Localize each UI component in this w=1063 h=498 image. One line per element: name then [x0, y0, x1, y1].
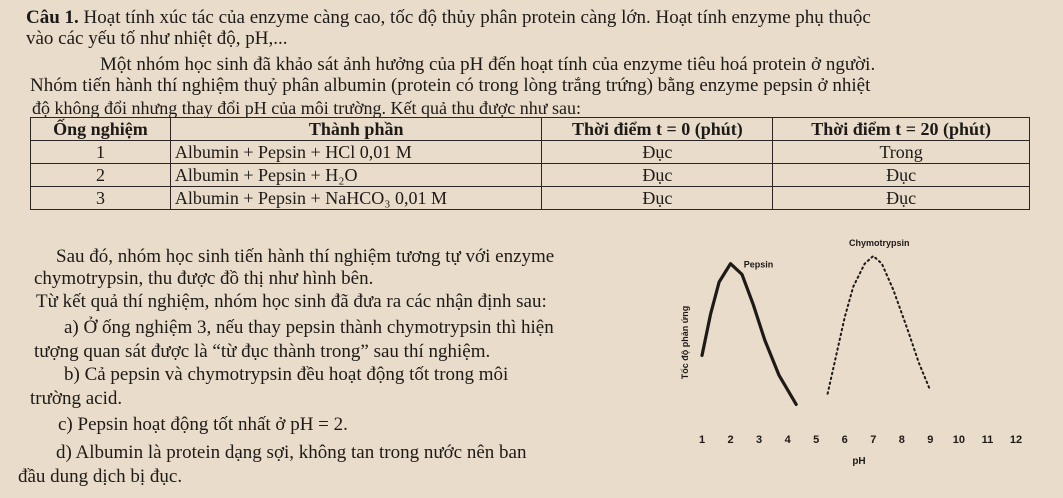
table-cell: Đục [542, 141, 773, 164]
statement-a-line-2: tượng quan sát được là “từ đục thành trong” sau thí nghiệm. [34, 341, 491, 362]
experiment-table [30, 117, 1030, 210]
para2-line-1: Một nhóm học sinh đã khảo sát ảnh hưởng của pH đến hoạt tính của enzyme tiêu hoá protein ở người. [100, 54, 876, 75]
x-tick-label: 12 [1009, 434, 1023, 446]
statement-b-line-2: trường acid. [30, 388, 123, 409]
intro-text-1: Hoạt tính xúc tác của enzyme càng cao, tốc độ thủy phân protein càng lớn. Hoạt tính enzyme phụ thuộc [83, 7, 871, 28]
para2-line-2: Nhóm tiến hành thí nghiệm thuỷ phân albumin (protein có trong lòng trắng trứng) bằng enzyme pepsin ở nhiệt [30, 75, 871, 96]
table-cell: Đục [773, 164, 1030, 187]
table-header: Thời điểm t = 20 (phút) [773, 118, 1030, 141]
table-row [31, 164, 1030, 187]
table-header: Thời điểm t = 0 (phút) [542, 118, 773, 141]
y-axis-label: Tốc độ phản ứng [680, 305, 690, 380]
series-group [702, 256, 930, 404]
x-tick-label: 8 [898, 434, 905, 446]
intro-line-2: vào các yếu tố như nhiệt độ, pH,... [26, 28, 288, 49]
ph-activity-chart [672, 226, 1052, 471]
series-line-chymotrypsin [828, 256, 931, 394]
after-line-2: chymotrypsin, thu được đồ thị như hình bên. [34, 268, 374, 289]
x-tick-label: 2 [727, 434, 734, 446]
table-cell: Albumin + Pepsin + H₂O [170, 164, 542, 187]
x-tick-label: 10 [952, 434, 966, 446]
chart-labels [680, 238, 910, 379]
x-tick-label: 5 [813, 434, 820, 446]
table-cell: Đục [542, 164, 773, 187]
table-cell: Albumin + Pepsin + NaHCO₃ 0,01 M [170, 187, 542, 210]
table-cell: 2 [31, 164, 171, 187]
intro-line-1 [26, 7, 871, 29]
statement-a-line-1: a) Ở ống nghiệm 3, nếu thay pepsin thành chymotrypsin thì hiện [64, 317, 554, 338]
statement-c: c) Pepsin hoạt động tốt nhất ở pH = 2. [58, 414, 348, 435]
after-line-1: Sau đó, nhóm học sinh tiến hành thí nghiệm tương tự với enzyme [56, 246, 555, 267]
series-line-pepsin [702, 264, 796, 405]
table-cell: Đục [773, 187, 1030, 210]
x-tick-label: 9 [927, 434, 934, 446]
statement-b-line-1: b) Cả pepsin và chymotrypsin đều hoạt động tốt trong môi [64, 364, 509, 385]
x-tick-label: 6 [841, 434, 848, 446]
table-cell: Albumin + Pepsin + HCl 0,01 M [170, 141, 542, 164]
question-label: Câu 1. [26, 7, 79, 28]
table-header: Ống nghiệm [31, 118, 171, 141]
x-axis-label: pH [852, 456, 866, 467]
table-row [31, 187, 1030, 210]
statement-d-line-2: đầu dung dịch bị đục. [18, 466, 183, 487]
x-tick-label: 7 [870, 434, 877, 446]
table-header: Thành phần [170, 118, 542, 141]
series-label-chymotrypsin: Chymotrypsin [849, 238, 910, 248]
series-label-pepsin: Pepsin [743, 259, 774, 270]
table-header-row [31, 118, 1030, 141]
table-row [31, 141, 1030, 164]
x-tick-label: 4 [784, 434, 791, 446]
x-tick-label: 3 [756, 434, 763, 446]
x-tick-label: 1 [698, 434, 706, 446]
table-cell: 3 [31, 187, 171, 210]
table-cell: Đục [542, 187, 773, 210]
x-tick-label: 11 [981, 434, 994, 446]
after-line-3: Từ kết quả thí nghiệm, nhóm học sinh đã đưa ra các nhận định sau: [36, 291, 547, 312]
table-cell: Trong [773, 141, 1030, 164]
para2-line-3: độ không đổi nhưng thay đổi pH của môi trường. Kết quả thu được như sau: [32, 98, 581, 118]
table-cell: 1 [31, 141, 171, 164]
statement-d-line-1: d) Albumin là protein dạng sợi, không tan trong nước nên ban [56, 442, 527, 463]
x-axis [699, 434, 1022, 467]
